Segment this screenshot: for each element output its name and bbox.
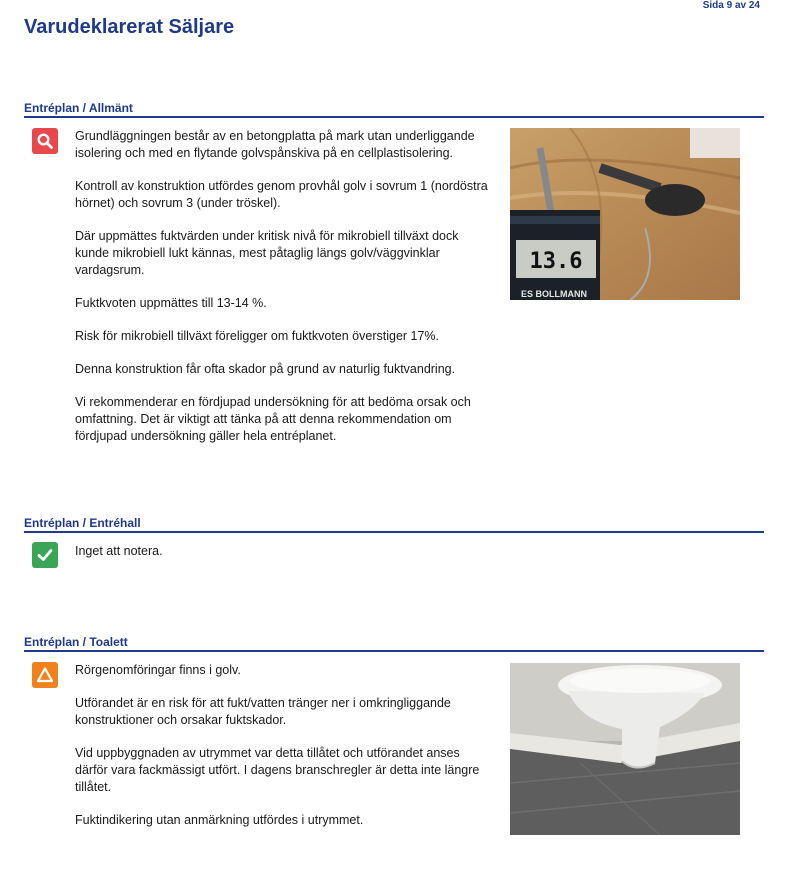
paragraph: Fuktindikering utan anmärkning utfördes i utrymmet. <box>75 813 364 827</box>
section-body <box>75 543 495 576</box>
meter-brand-text: ES BOLLMANN <box>521 289 587 299</box>
section-allmant <box>24 100 764 460</box>
paragraph: Risk för mikrobiell tillväxt föreligger om fuktkvoten överstiger 17%. <box>75 329 440 343</box>
section-divider <box>24 531 764 533</box>
section-divider <box>24 116 764 118</box>
paragraph: Inget att notera. <box>75 544 163 558</box>
paragraph: Där uppmättes fuktvärden under kritisk nivå för mikrobiell tillväxt dock kunde mikrobiell lukt kännas, mest påtaglig längs golv/väggvinklar vardagsrum. <box>75 229 459 277</box>
paragraph: Denna konstruktion får ofta skador på grund av naturlig fuktvandring. <box>75 362 456 376</box>
section-body <box>75 662 495 845</box>
paragraph: Vi rekommenderar en fördjupad undersökning för att bedöma orsak och omfattning. Det är viktigt att tänka på att denna rekommendation om fördjupad undersökning gäller hela entréplanet. <box>75 395 471 443</box>
section-entrehall <box>24 515 764 585</box>
section-heading: Entréplan / Entréhall <box>24 516 141 530</box>
section-heading: Entréplan / Toalett <box>24 635 128 649</box>
section-toalett <box>24 634 764 854</box>
warning-triangle-icon <box>32 662 58 688</box>
section-divider <box>24 650 764 652</box>
check-icon <box>32 542 58 568</box>
paragraph: Kontroll av konstruktion utfördes genom provhål golv i sovrum 1 (nordöstra hörnet) och sovrum 3 (under tröskel). <box>75 179 488 210</box>
page-indicator: Sida 9 av 24 <box>702 0 760 11</box>
moisture-meter-photo <box>510 128 740 300</box>
paragraph: Grundläggningen består av en betongplatta på mark utan underliggande isolering och med en flytande golvspånskiva på en cellplastisolering. <box>75 129 475 160</box>
toilet-photo <box>510 663 740 835</box>
meter-reading: 13.6 <box>529 249 583 274</box>
paragraph: Rörgenomföringar finns i golv. <box>75 663 241 677</box>
paragraph: Fuktkvoten uppmättes till 13-14 %. <box>75 296 267 310</box>
section-body <box>75 128 495 461</box>
paragraph: Vid uppbyggnaden av utrymmet var detta tillåtet och utförandet anses därför vara fackmässigt utfört. I dagens branschregler är detta inte längre tillåtet. <box>75 746 480 794</box>
page-title: Varudeklarerat Säljare <box>24 16 235 38</box>
search-icon <box>32 128 58 154</box>
paragraph: Utförandet är en risk för att fukt/vatten tränger ner i omkringliggande konstruktioner och orsakar fuktskador. <box>75 696 451 727</box>
section-heading: Entréplan / Allmänt <box>24 101 133 115</box>
